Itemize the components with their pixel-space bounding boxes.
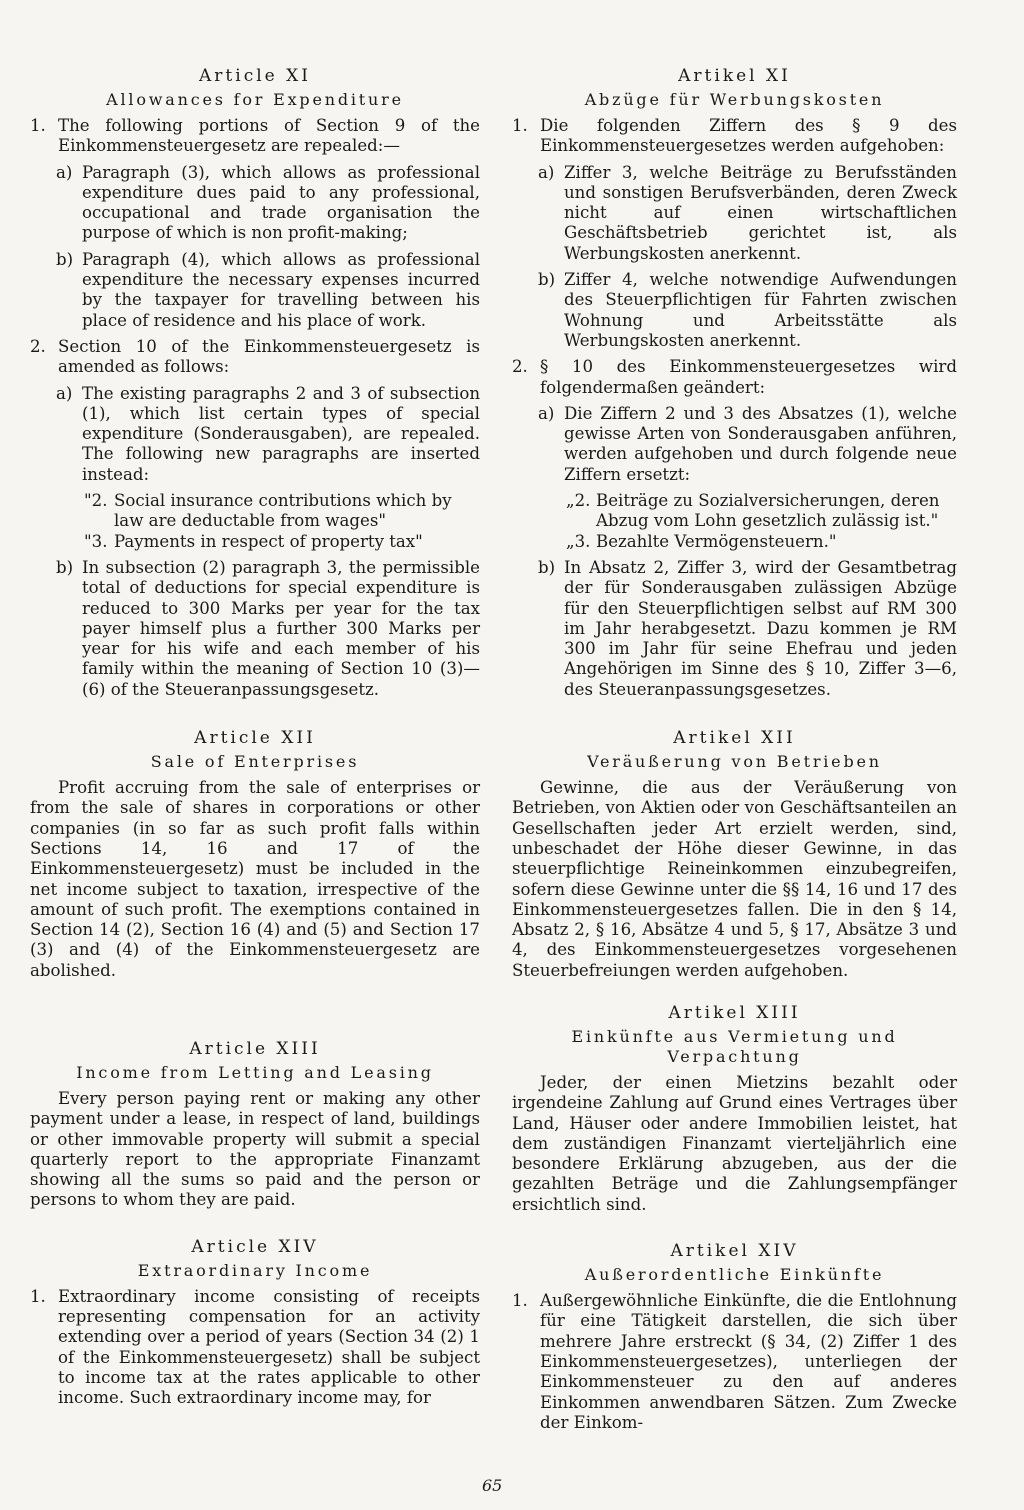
subitem-text: Paragraph (4), which allows as professional expenditure the necessary expenses incurred by the taxpayer for travelling between his place of residence and his place of work. [82, 249, 480, 330]
subitem-text: Ziffer 4, welche notwendige Aufwendungen des Steuerpflichtigen für Fahrten zwischen Wohnung und Arbeitsstätte als Werbungskosten anerkennt. [564, 270, 957, 350]
quote-marker: "3. [84, 531, 108, 551]
item-text: Außergewöhnliche Einkünfte, die die Entlohnung für eine Tätigkeit darstellen, die sich über mehrere Jahre erstreckt (§ 34, (2) Ziffer 1 des Einkommensteuergesetzes), unterliegen der Einkommensteuer zu den auf anderes Einkommen anwendbaren Sätzen. Zum Zwecke der Einkom- [540, 1291, 957, 1432]
quote-text: Bezahlte Vermögensteuern." [596, 531, 837, 551]
artikel-xi-title: Artikel XI [678, 66, 791, 86]
subitem-text: Paragraph (3), which allows as professional expenditure dues paid to any professional, occupational and trade organisation the purpose of which is non profit-making; [82, 162, 480, 243]
subitem-marker: a) [538, 162, 555, 182]
subitem-text: The existing paragraphs 2 and 3 of subsection (1), which list certain types of special expenditure (Sonderausgaben), are repealed. The following new paragraphs are inserted instead: [82, 383, 480, 484]
subitem-marker: b) [56, 249, 74, 269]
item-number: 1. [512, 1291, 528, 1311]
item-number: 2. [512, 357, 528, 377]
artikel-xi-subtitle: Abzüge für Werbungskosten [584, 90, 885, 109]
article-xii-text: Profit accruing from the sale of enterprises or from the sale of shares in corporations or other companies (in so far as such profit falls within Sections 14, 16 and 17 of the Einkommensteuergesetz) must be included in the net income subject to taxation, irrespective of the amount of such profit. The exemptions contained in Section 14 (2), Section 16 (4) and (5) and Section 17 (3) and (4) of the Einkommensteuergesetz are abolished. [30, 778, 480, 980]
article-xiii-title: Article XIII [189, 1038, 321, 1059]
item-text: Extraordinary income consisting of receipts representing compensation for an activity extending over a period of years (Section 34 (2) 1 of the Einkommensteuergesetz) shall be subject to income tax at the rates applicable to other income. Such extraordinary income may, for [58, 1286, 480, 1408]
article-xi-item-1a [56, 163, 480, 244]
artikel-xi-item-1a [538, 163, 957, 264]
artikel-xii-text: Gewinne, die aus der Veräußerung von Betrieben, von Aktien oder von Geschäftsanteilen an Gesellschaften jeder Art erzielt werden, sind, unbeschadet der Höhe dieser Gewinne, in das steuerpflichtige Reineinkommen einzubegreifen, sofern diese Gewinne unter die §§ 14, 16 und 17 des Einkommensteuergesetzes fallen. Die in den § 14, Absatz 2, § 16, Absätze 4 und 5, § 17, Absätze 3 und 4, des Einkommensteuergesetzes vorgesehenen Steuerbefreiungen werden aufgehoben. [512, 778, 957, 980]
subitem-marker: b) [538, 270, 556, 290]
quote-text: Beiträge zu Sozialversicherungen, deren Abzug vom Lohn gesetzlich zulässig ist." [596, 491, 940, 531]
artikel-xii-title: Artikel XII [673, 728, 796, 749]
german-column [512, 58, 957, 1435]
quote-marker: „3. [566, 531, 591, 551]
quote-marker: "2. [84, 491, 108, 511]
subitem-marker: a) [538, 403, 555, 423]
subitem-text: In Absatz 2, Ziffer 3, wird der Gesamtbetrag der für Sonderausgaben zulässigen Abzüge für den Steuerpflichtigen selbst auf RM 300 im Jahr herabgesetzt. Dazu kommen je RM 300 im Jahr für seine Ehefrau und jeden Angehörigen im Sinne des § 10, Ziffer 3—6, des Steueranpassungsgesetzes. [564, 557, 957, 699]
subitem-marker: a) [56, 383, 73, 403]
article-xi-title: Article XI [199, 66, 311, 86]
article-xii-title: Article XII [194, 728, 316, 749]
subitem-text: Ziffer 3, welche Beiträge zu Berufsständen und sonstigen Berufsverbänden, deren Zweck nicht auf einen wirtschaftlichen Geschäftsbetrieb gerichtet ist, als Werbungskosten anerkennt. [564, 162, 957, 263]
quote-marker: „2. [566, 491, 591, 511]
inserted-paragraphs [84, 491, 480, 552]
artikel-xiii-text: Jeder, der einen Mietzins bezahlt oder irgendeine Zahlung auf Grund eines Vertrages über Land, Häuser oder andere Immobilien leistet, hat dem zuständigen Finanzamt vierteljährlich eine besondere Erklärung abzugeben, aus der die gezahlten Beträge und die Zahlungsempfänger ersichtlich sind. [512, 1072, 957, 1214]
article-xi-item-1b [56, 250, 480, 331]
item-text: Section 10 of the Einkommensteuergesetz is amended as follows: [58, 336, 480, 377]
article-xi-subtitle: Allowances for Expenditure [106, 90, 404, 109]
item-text: § 10 des Einkommensteuergesetzes wird folgendermaßen geändert: [540, 357, 957, 397]
article-xiii-text: Every person paying rent or making any other payment under a lease, in respect of land, buildings or other immovable property will submit a special quarterly report to the appropriate Finanzamt showing all the sums so paid and the person or persons to whom they are paid. [30, 1088, 480, 1210]
artikel-xiii-title: Artikel XIII [668, 1002, 801, 1023]
subitem-marker: a) [56, 162, 73, 182]
subitem-text: In subsection (2) paragraph 3, the permissible total of deductions for special expenditure is reduced to 300 Marks per year for the tax payer himself plus a further 300 Marks per year for his wife and each member of his family within the meaning of Section 10 (3)—(6) of the Steueranpassungsgesetz. [82, 557, 480, 699]
quote-line [566, 491, 957, 532]
subitem-text: Die Ziffern 2 und 3 des Absatzes (1), welche gewisse Arten von Sonderausgaben anführen, werden aufgehoben und durch folgende neue Ziffern ersetzt: [564, 403, 957, 484]
item-number: 1. [512, 116, 528, 135]
article-xi-item-1 [30, 116, 480, 157]
artikel-xi-item-2a [538, 404, 957, 485]
item-number: 2. [30, 336, 46, 356]
quote-text: Payments in respect of property tax" [114, 531, 423, 551]
item-text: The following portions of Section 9 of the Einkommensteuergesetz are repealed:— [58, 116, 480, 156]
quote-line [566, 532, 957, 552]
artikel-xi-item-1b [538, 270, 957, 351]
article-xi-item-2 [30, 337, 480, 378]
article-xiv-subtitle: Extraordinary Income [137, 1260, 373, 1280]
quote-text: Social insurance contributions which by law are deductable from wages" [114, 491, 452, 531]
quote-line [84, 491, 480, 532]
article-xi-item-2b [56, 558, 480, 700]
english-column [30, 58, 480, 1411]
article-xiv-title: Article XIV [191, 1236, 319, 1257]
page-number: 65 [482, 1476, 503, 1495]
article-xii-subtitle: Sale of Enterprises [150, 752, 360, 772]
artikel-xi-item-2b [538, 558, 957, 700]
item-number: 1. [30, 116, 46, 135]
artikel-xi-item-2 [512, 357, 957, 398]
subitem-marker: b) [538, 557, 556, 577]
subitem-marker: b) [56, 557, 74, 577]
artikel-xiv-subtitle: Außerordentliche Einkünfte [584, 1265, 885, 1285]
artikel-xiv-item-1 [512, 1291, 957, 1433]
item-text: Die folgenden Ziffern des § 9 des Einkommensteuergesetzes werden aufgehoben: [540, 116, 957, 156]
artikel-xii-subtitle: Veräußerung von Betrieben [587, 752, 882, 772]
artikel-xiv-title: Artikel XIV [670, 1241, 799, 1262]
artikel-xi-item-1 [512, 116, 957, 157]
article-xiii-subtitle: Income from Letting and Leasing [76, 1062, 434, 1082]
quote-line [84, 532, 480, 552]
item-number: 1. [30, 1286, 46, 1306]
artikel-xiii-subtitle: Einkünfte aus Vermietung und Verpachtung [571, 1026, 898, 1066]
inserted-paragraphs [566, 491, 957, 552]
article-xiv-item-1 [30, 1287, 480, 1409]
article-xi-item-2a [56, 384, 480, 485]
